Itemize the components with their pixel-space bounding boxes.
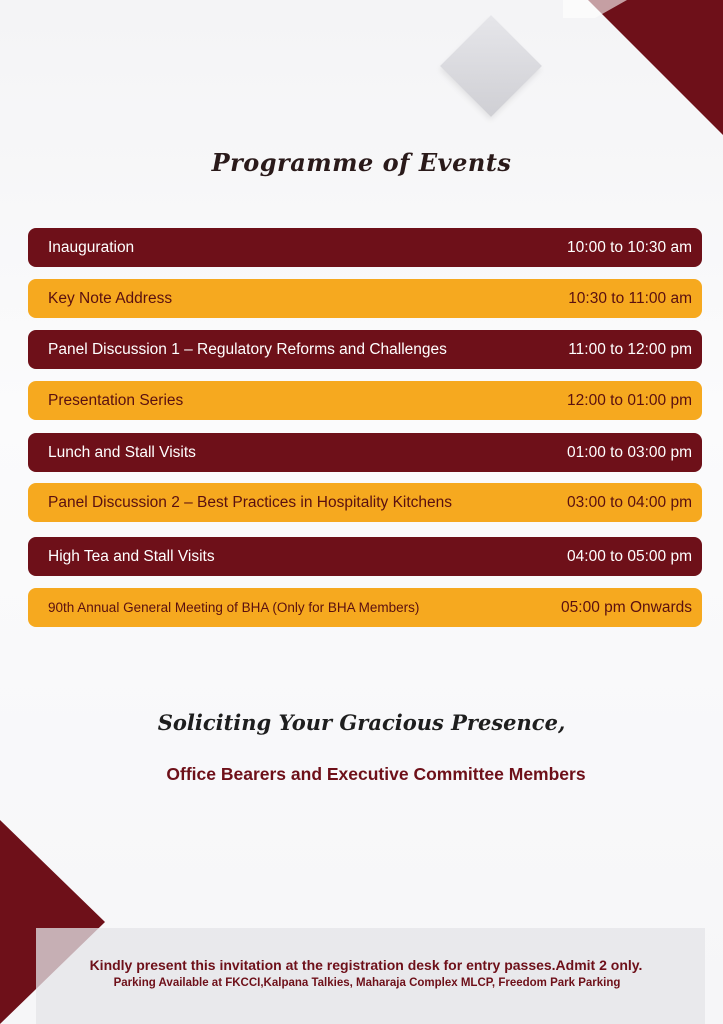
committee-line: Office Bearers and Executive Committee Members: [166, 764, 586, 784]
event-row: [28, 279, 702, 318]
event-row: [28, 330, 702, 369]
event-row: [28, 537, 702, 576]
event-name: 90th Annual General Meeting of BHA (Only for BHA Members): [48, 600, 420, 615]
event-name: Presentation Series: [48, 391, 184, 409]
event-time: 03:00 to 04:00 pm: [567, 493, 692, 511]
event-time: 01:00 to 03:00 pm: [567, 443, 692, 461]
corner-triangle-top-right: [588, 0, 723, 135]
event-time: 11:00 to 12:00 pm: [568, 340, 692, 358]
footer-panel: [36, 928, 705, 1024]
event-row: [28, 588, 702, 627]
event-name: Lunch and Stall Visits: [48, 443, 196, 461]
parking-note: Parking Available at FKCCI,Kalpana Talkies, Maharaja Complex MLCP, Freedom Park Parking: [113, 977, 621, 989]
event-name: Key Note Address: [48, 289, 173, 307]
invitation-note: Kindly present this invitation at the registration desk for entry passes.Admit 2 only.: [89, 957, 643, 973]
event-time: 10:30 to 11:00 am: [568, 289, 692, 307]
event-row: [28, 228, 702, 267]
event-name: High Tea and Stall Visits: [48, 547, 215, 565]
event-time: 04:00 to 05:00 pm: [567, 547, 692, 565]
event-name: Panel Discussion 2 – Best Practices in Hospitality Kitchens: [48, 493, 453, 511]
event-name: Inauguration: [48, 238, 135, 256]
decorative-diamond: [440, 15, 542, 117]
event-row: [28, 483, 702, 522]
page-title: Programme of Events: [211, 148, 512, 177]
event-time: 12:00 to 01:00 pm: [567, 391, 692, 409]
event-row: [28, 381, 702, 420]
event-time: 10:00 to 10:30 am: [567, 238, 692, 256]
event-name: Panel Discussion 1 – Regulatory Reforms and Challenges: [48, 340, 447, 358]
event-row: [28, 433, 702, 472]
soliciting-heading: Soliciting Your Gracious Presence,: [157, 710, 566, 735]
event-time: 05:00 pm Onwards: [561, 598, 692, 616]
